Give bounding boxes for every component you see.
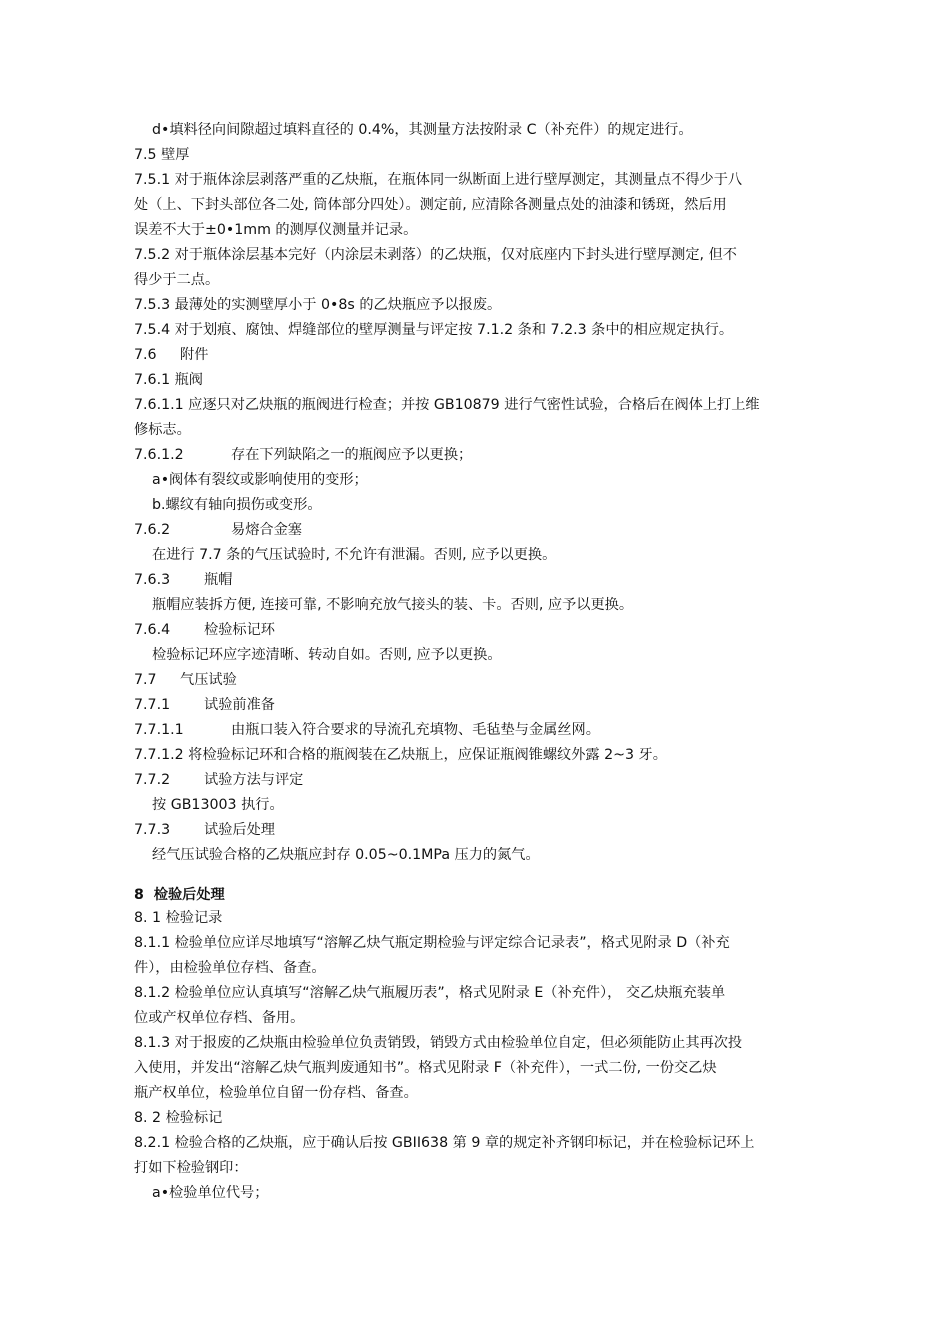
text-line: 在进行 7.7 条的气压试验时, 不允许有泄漏。否则, 应予以更换。 (152, 547, 557, 563)
text-line: 检验标记环应字迹清晰、转动自如。否则, 应予以更换。 (152, 647, 502, 663)
section-heading-7-7-1 (134, 693, 824, 718)
section-heading-7-7-3 (134, 818, 824, 843)
section-title: 易熔合金塞 (231, 522, 302, 538)
text-line: 8.2.1 检验合格的乙炔瓶，应于确认后按 GBII638 第 9 章的规定补齐钢印标记，并在检验标记环上 (134, 1135, 755, 1151)
text-line: 8.1.3 对于报废的乙炔瓶由检验单位负责销毁，销毁方式由检验单位自定，但必须能防止其再次投 (134, 1035, 743, 1051)
text-line: 处（上、下封头部位各二处, 筒体部分四处）。测定前, 应清除各测量点处的油漆和锈斑，然后用 (134, 197, 727, 213)
section-number: 7.7.2 (134, 772, 171, 788)
text-line: 7.5.4 对于划痕、腐蚀、焊缝部位的壁厚测量与评定按 7.1.2 条和 7.2.3 条中的相应规定执行。 (134, 322, 734, 338)
section-number: 7.6.2 (134, 522, 171, 538)
text-line: 经气压试验合格的乙炔瓶应封存 0.05~0.1MPa 压力的氮气。 (152, 847, 540, 863)
text-line: 7.5.3 最薄处的实测壁厚小于 0•8s 的乙炔瓶应予以报废。 (134, 297, 502, 313)
text-line: 按 GB13003 执行。 (152, 797, 284, 813)
section-title: 试验方法与评定 (204, 772, 304, 788)
text-line: 7.6.1.1 应逐只对乙炔瓶的瓶阀进行检查；并按 GB10879 进行气密性试验，合格后在阀体上打上维 (134, 397, 760, 413)
section-title: 试验后处理 (204, 822, 275, 838)
section-heading-7-7-2 (134, 768, 824, 793)
section-heading: 8. 2 检验标记 (134, 1110, 223, 1126)
section-heading-7-7-1-1 (134, 718, 824, 743)
section-title: 试验前准备 (204, 697, 275, 713)
section-title: 附件 (180, 347, 209, 363)
section-number: 7.7.1 (134, 697, 171, 713)
section-number: 7.6.3 (134, 572, 171, 588)
section-number: 7.7 (134, 672, 157, 688)
chapter-title: 检验后处理 (153, 887, 225, 903)
text-line: 得少于二点。 (134, 272, 220, 288)
section-number: 7.7.1.1 (134, 722, 184, 738)
text-line: 7.5.2 对于瓶体涂层基本完好（内涂层未剥落）的乙炔瓶，仅对底座内下封头进行壁厚测定, 但不 (134, 247, 737, 263)
section-number: 7.6 (134, 347, 157, 363)
section-heading-7-7 (134, 668, 824, 693)
section-title: 检验标记环 (204, 622, 275, 638)
chapter-heading-8 (134, 883, 824, 908)
section-heading-7-6-2 (134, 518, 824, 543)
section-heading: 8. 1 检验记录 (134, 910, 223, 926)
section-heading-7-6-1-2 (134, 443, 824, 468)
chapter-number: 8 (134, 887, 144, 903)
text-line: 7.5.1 对于瓶体涂层剥落严重的乙炔瓶，在瓶体同一纵断面上进行壁厚测定，其测量点不得少于八 (134, 172, 743, 188)
text-line: 打如下检验钢印： (134, 1160, 248, 1176)
section-heading-7-6-3 (134, 568, 824, 593)
text-line: 8.1.1 检验单位应详尽地填写“溶解乙炔气瓶定期检验与评定综合记录表”，格式见附录 D（补充 (134, 935, 730, 951)
text-line: 修标志。 (134, 422, 191, 438)
section-title: 由瓶口装入符合要求的导流孔充填物、毛毡垫与金属丝网。 (231, 722, 600, 738)
section-heading-7-6 (134, 343, 824, 368)
text-line: d•填料径向间隙超过填料直径的 0.4%，其测量方法按附录 C（补充件）的规定进行。 (152, 122, 693, 138)
list-item: a•阀体有裂纹或影响使用的变形； (152, 472, 368, 488)
section-number: 7.6.4 (134, 622, 171, 638)
section-heading-7-6-4 (134, 618, 824, 643)
list-item: b.螺纹有轴向损伤或变形。 (152, 497, 322, 513)
section-heading: 7.6.1 瓶阀 (134, 372, 203, 388)
list-item: a•检验单位代号； (152, 1185, 269, 1201)
text-line: 误差不大于±0•1mm 的测厚仪测量并记录。 (134, 222, 418, 238)
section-title: 气压试验 (180, 672, 237, 688)
section-number: 7.6.1.2 (134, 447, 184, 463)
text-line: 件），由检验单位存档、备查。 (134, 960, 326, 976)
text-line: 7.7.1.2 将检验标记环和合格的瓶阀装在乙炔瓶上，应保证瓶阀锥螺纹外露 2~3 牙。 (134, 747, 667, 763)
text-line: 入使用，并发出“溶解乙炔气瓶判废通知书”。格式见附录 F（补充件），一式二份, 一份交乙炔 (134, 1060, 717, 1076)
section-number: 7.7.3 (134, 822, 171, 838)
section-title: 存在下列缺陷之一的瓶阀应予以更换； (231, 447, 473, 463)
text-line: 瓶产权单位，检验单位自留一份存档、备查。 (134, 1085, 418, 1101)
section-title: 瓶帽 (204, 572, 233, 588)
text-line: 8.1.2 检验单位应认真填写“溶解乙炔气瓶履历表”，格式见附录 E（补充件）， 交乙炔瓶充装单 (134, 985, 726, 1001)
text-line: 瓶帽应装拆方便, 连接可靠, 不影响充放气接头的装、卡。否则, 应予以更换。 (152, 597, 634, 613)
section-heading: 7.5 壁厚 (134, 147, 190, 163)
text-line: 位或产权单位存档、备用。 (134, 1010, 305, 1026)
